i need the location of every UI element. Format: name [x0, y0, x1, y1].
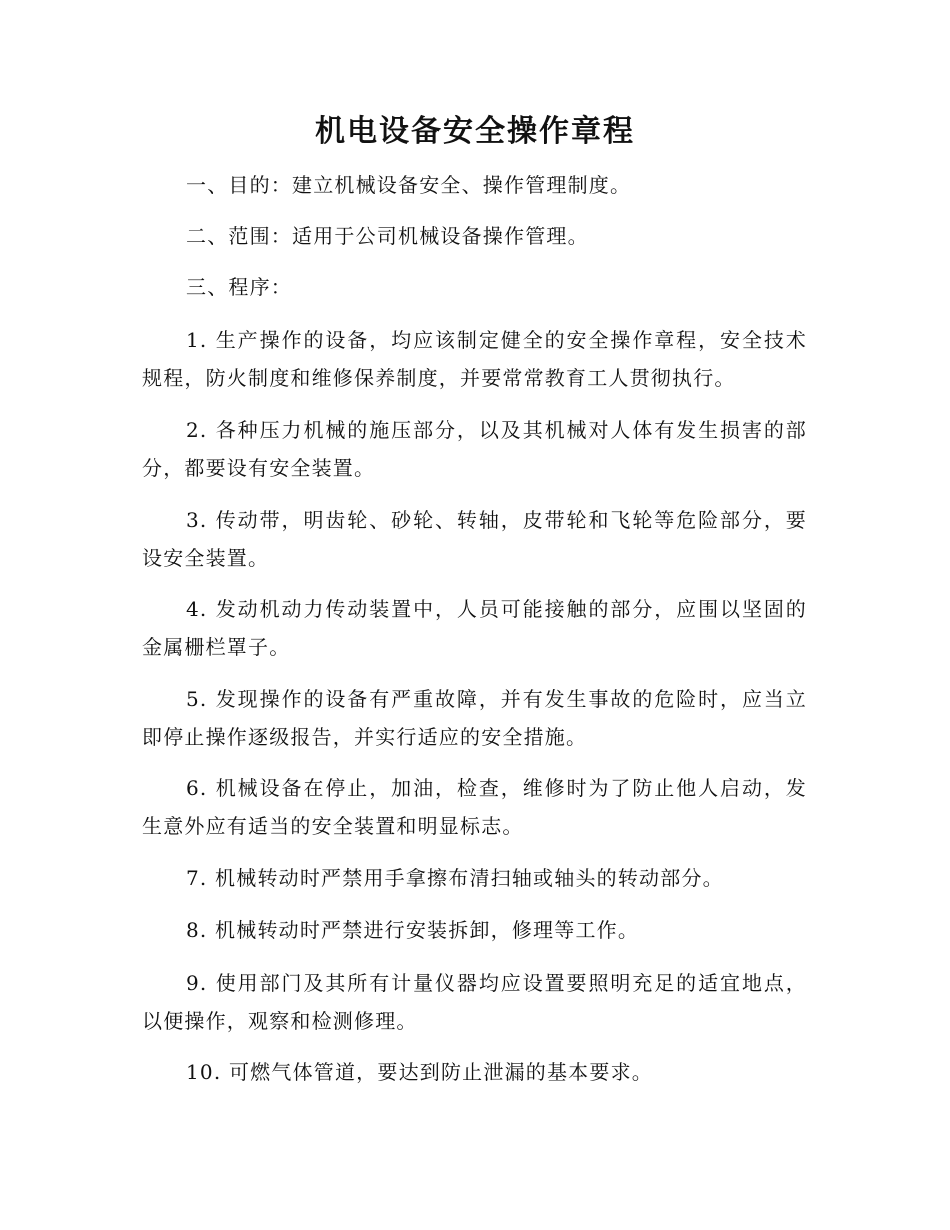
section-procedure-heading: 三、程序：: [186, 275, 292, 299]
procedure-item: 6. 机械设备在停止，加油，检查，维修时为了防止他人启动，发生意外应有适当的安全装置和明显标志。: [142, 776, 807, 838]
procedure-item: 5. 发现操作的设备有严重故障，并有发生事故的危险时，应当立即停止操作逐级报告，并实行适应的安全措施。: [142, 687, 807, 749]
section-scope: 二、范围：适用于公司机械设备操作管理。: [186, 224, 589, 248]
procedure-item: 3. 传动带，明齿轮、砂轮、转轴，皮带轮和飞轮等危险部分，要设安全装置。: [142, 508, 807, 570]
procedure-item: 1. 生产操作的设备，均应该制定健全的安全操作章程，安全技术规程，防火制度和维修保养制度，并要常常教育工人贯彻执行。: [142, 328, 807, 390]
procedure-item: 10. 可燃气体管道，要达到防止泄漏的基本要求。: [186, 1060, 653, 1084]
document-title: 机电设备安全操作章程: [315, 114, 635, 149]
procedure-item: 8. 机械转动时严禁进行安装拆卸，修理等工作。: [186, 918, 640, 942]
procedure-item: 7. 机械转动时严禁用手拿擦布清扫轴或轴头的转动部分。: [186, 866, 724, 890]
procedure-item: 4. 发动机动力传动装置中，人员可能接触的部分，应围以坚固的金属栅栏罩子。: [142, 597, 807, 659]
section-purpose: 一、目的：建立机械设备安全、操作管理制度。: [186, 173, 632, 197]
procedure-item: 9. 使用部门及其所有计量仪器均应设置要照明充足的适宜地点，以便操作，观察和检测修理。: [142, 971, 807, 1033]
procedure-item: 2. 各种压力机械的施压部分，以及其机械对人体有发生损害的部分，都要设有安全装置。: [142, 418, 807, 480]
